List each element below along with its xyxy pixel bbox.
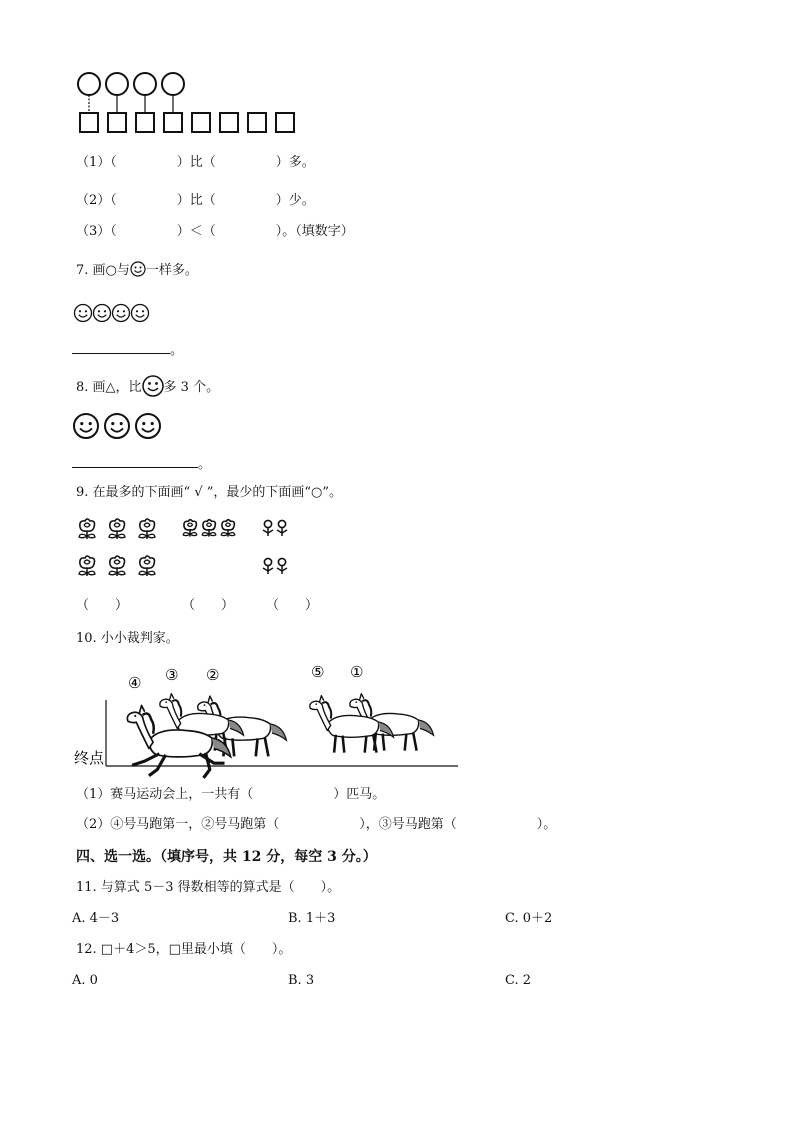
q7-text-a: 画○与 <box>92 263 130 278</box>
q12-option-a[interactable] <box>72 973 98 989</box>
q6-item-3-prefix: （3）（ <box>76 224 117 239</box>
horse-label-5: ⑤ <box>311 663 325 681</box>
q9-answer-3-text: （ ） <box>266 598 319 613</box>
q9-answer-1-text: （ ） <box>76 598 129 613</box>
q10-sub2-a: （2）④号马跑第一，②号马跑第（ <box>76 817 280 832</box>
finish-label: 终点 <box>74 749 105 767</box>
q10-sub2 <box>76 817 556 833</box>
q12-title-text: 12. □＋4＞5，□里最小填（ ）。 <box>76 942 292 957</box>
q8-number: 8. <box>76 380 89 395</box>
q6-item-3-mid: ）＜（ <box>176 224 216 239</box>
q8-text-b: 多 3 个。 <box>163 380 220 395</box>
q11-option-c-text: C. 0＋2 <box>505 911 553 926</box>
q11-title <box>76 880 340 896</box>
q11-title-text: 11. 与算式 5－3 得数相等的算式是（ ）。 <box>76 880 341 895</box>
q10-sub2-b: ），③号马跑第（ <box>359 817 457 832</box>
q12-option-c-text: C. 2 <box>505 973 532 988</box>
q11-option-b-text: B. 1＋3 <box>288 911 336 926</box>
q10-sub1 <box>76 787 385 803</box>
section-4-heading <box>76 849 377 865</box>
q11-option-c[interactable] <box>505 911 552 927</box>
q6-item-1-mid: ）比（ <box>176 155 216 170</box>
q7-number: 7. <box>76 263 89 278</box>
horse-label-3: ③ <box>165 666 179 684</box>
q7-text-b: 一样多。 <box>145 263 198 278</box>
q12-option-b-text: B. 3 <box>288 973 315 988</box>
q9-answer-2-text: （ ） <box>182 598 235 613</box>
q12-option-c[interactable] <box>505 973 531 989</box>
q10-sub1-prefix: （1）赛马运动会上，一共有（ <box>76 787 254 802</box>
q8-end: 。 <box>198 457 212 472</box>
horse-label-2: ② <box>206 666 220 684</box>
section-4-heading-text: 四、选一选。（填序号，共 12 分，每空 3 分。） <box>76 849 377 865</box>
q11-option-a[interactable] <box>72 911 119 927</box>
q11-option-a-text: A. 4－3 <box>72 911 120 926</box>
q10-sub2-c: ）。 <box>536 817 557 832</box>
q6-item-2-suffix: ）少。 <box>275 193 315 208</box>
horse-label-4: ④ <box>128 674 142 692</box>
q12-title <box>76 942 291 958</box>
q6-item-1-suffix: ）多。 <box>275 155 315 170</box>
q11-option-b[interactable] <box>288 911 335 927</box>
q10-sub1-suffix: ）匹马。 <box>333 787 386 802</box>
q6-item-1-prefix: （1）（ <box>76 155 117 170</box>
q9-title-text: 9. 在最多的下面画“ √ ”，最少的下面画“○”。 <box>76 485 343 500</box>
q7-end: 。 <box>170 343 184 358</box>
horse-label-1: ① <box>350 663 364 681</box>
q8-text-a: 画△，比 <box>92 380 142 395</box>
q6-item-2-prefix: （2）（ <box>76 193 117 208</box>
q6-item-2-mid: ）比（ <box>176 193 216 208</box>
q6-item-3-suffix: ）。（填数字） <box>275 224 354 239</box>
q10-title-text: 10. 小小裁判家。 <box>76 631 179 646</box>
q12-option-a-text: A. 0 <box>72 973 98 988</box>
q12-option-b[interactable] <box>288 973 314 989</box>
